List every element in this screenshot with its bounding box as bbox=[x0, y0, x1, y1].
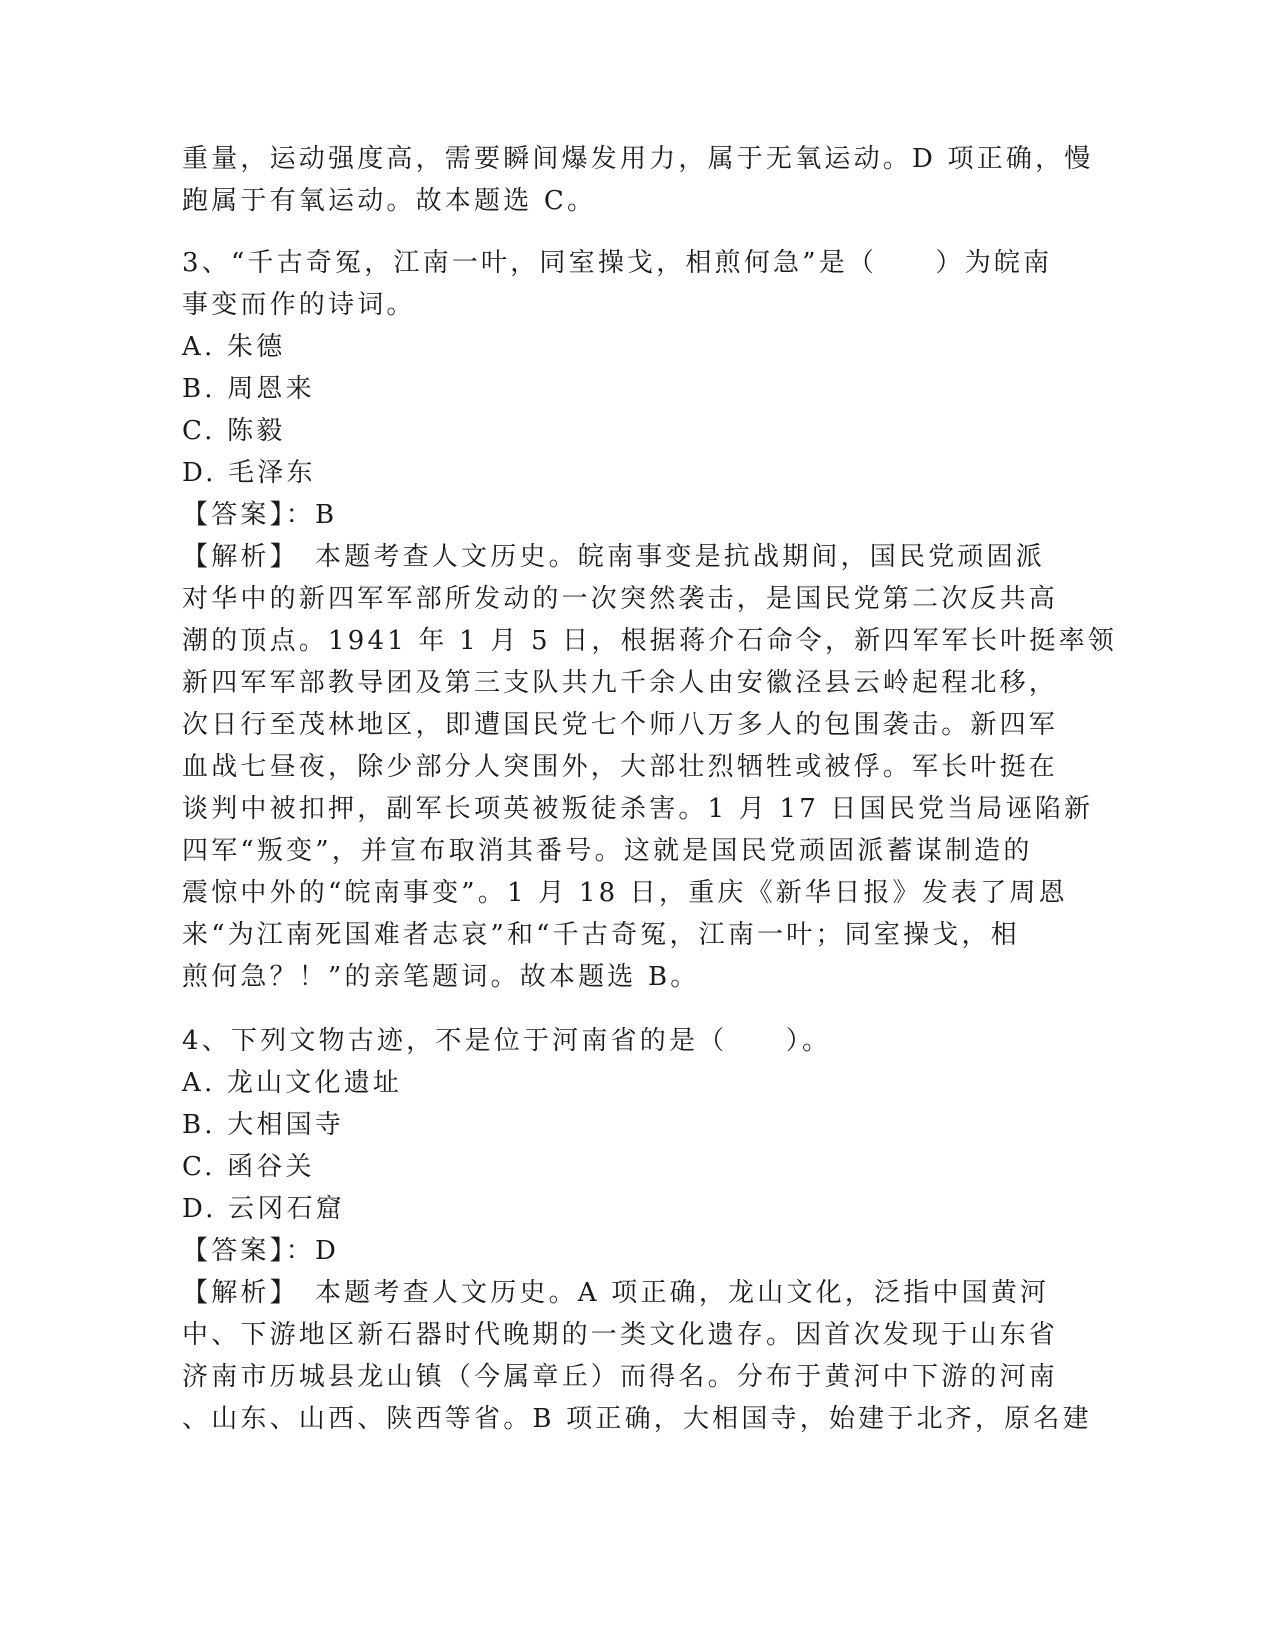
explanation-line: 对华中的新四军军部所发动的一次突然袭击，是国民党第二次反共高 bbox=[182, 584, 1059, 614]
explanation-line: 来“为江南死国难者志哀”和“千古奇冤，江南一叶；同室操戈，相 bbox=[182, 920, 1020, 950]
explanation-line: 【解析】 本题考查人文历史。皖南事变是抗战期间，国民党顽固派 bbox=[182, 542, 1046, 572]
explanation-line: 谈判中被扣押，副军长项英被叛徒杀害。1 月 17 日国民党当局诬陷新 bbox=[182, 794, 1094, 824]
option-a: A. 朱德 bbox=[182, 332, 286, 362]
document-page bbox=[182, 138, 1117, 1440]
question-4 bbox=[182, 1020, 1092, 1440]
explanation-line: 中、下游地区新石器时代晚期的一类文化遗存。因首次发现于山东省 bbox=[182, 1320, 1059, 1350]
question-stem-line: 事变而作的诗词。 bbox=[182, 290, 416, 320]
option-a: A. 龙山文化遗址 bbox=[182, 1068, 403, 1098]
previous-explanation-tail bbox=[182, 138, 1094, 222]
question-stem-line: 3、“千古奇冤，江南一叶，同室操戈，相煎何急”是（ ）为皖南 bbox=[182, 248, 1053, 278]
option-b: B. 大相国寺 bbox=[182, 1110, 345, 1140]
explanation-line: 次日行至茂林地区，即遭国民党七个师八万多人的包围袭击。新四军 bbox=[182, 710, 1059, 740]
option-c: C. 陈毅 bbox=[182, 416, 286, 446]
option-b: B. 周恩来 bbox=[182, 374, 315, 404]
question-3 bbox=[182, 242, 1117, 998]
explanation-line: 四军“叛变”，并宣布取消其番号。这就是国民党顽固派蓄谋制造的 bbox=[182, 836, 1033, 866]
option-c: C. 函谷关 bbox=[182, 1152, 315, 1182]
explanation-line: 济南市历城县龙山镇（今属章丘）而得名。分布于黄河中下游的河南 bbox=[182, 1362, 1059, 1392]
question-stem-line: 4、下列文物古迹，不是位于河南省的是（ ）。 bbox=[182, 1026, 832, 1056]
explanation-line: 【解析】 本题考查人文历史。A 项正确，龙山文化，泛指中国黄河 bbox=[182, 1278, 1050, 1308]
explanation-line: 震惊中外的“皖南事变”。1 月 18 日，重庆《新华日报》发表了周恩 bbox=[182, 878, 1068, 908]
option-d: D. 毛泽东 bbox=[182, 458, 316, 488]
explanation-line: 新四军军部教导团及第三支队共九千余人由安徽泾县云岭起程北移， bbox=[182, 668, 1059, 698]
explanation-line: 煎何急？！”的亲笔题词。故本题选 B。 bbox=[182, 962, 700, 992]
explanation-line: 潮的顶点。1941 年 1 月 5 日，根据蒋介石命令，新四军军长叶挺率领 bbox=[182, 626, 1117, 656]
answer-line: 【答案】：B bbox=[182, 500, 338, 530]
text-line: 重量，运动强度高，需要瞬间爆发用力，属于无氧运动。D 项正确，慢 bbox=[182, 144, 1094, 174]
answer-line: 【答案】：D bbox=[182, 1236, 340, 1266]
explanation-line: 、山东、山西、陕西等省。B 项正确，大相国寺，始建于北齐，原名建 bbox=[182, 1404, 1092, 1434]
option-d: D. 云冈石窟 bbox=[182, 1194, 345, 1224]
text-line: 跑属于有氧运动。故本题选 C。 bbox=[182, 186, 597, 216]
spacer bbox=[182, 998, 1082, 1020]
spacer bbox=[182, 222, 1082, 242]
explanation-line: 血战七昼夜，除少部分人突围外，大部壮烈牺牲或被俘。军长叶挺在 bbox=[182, 752, 1059, 782]
